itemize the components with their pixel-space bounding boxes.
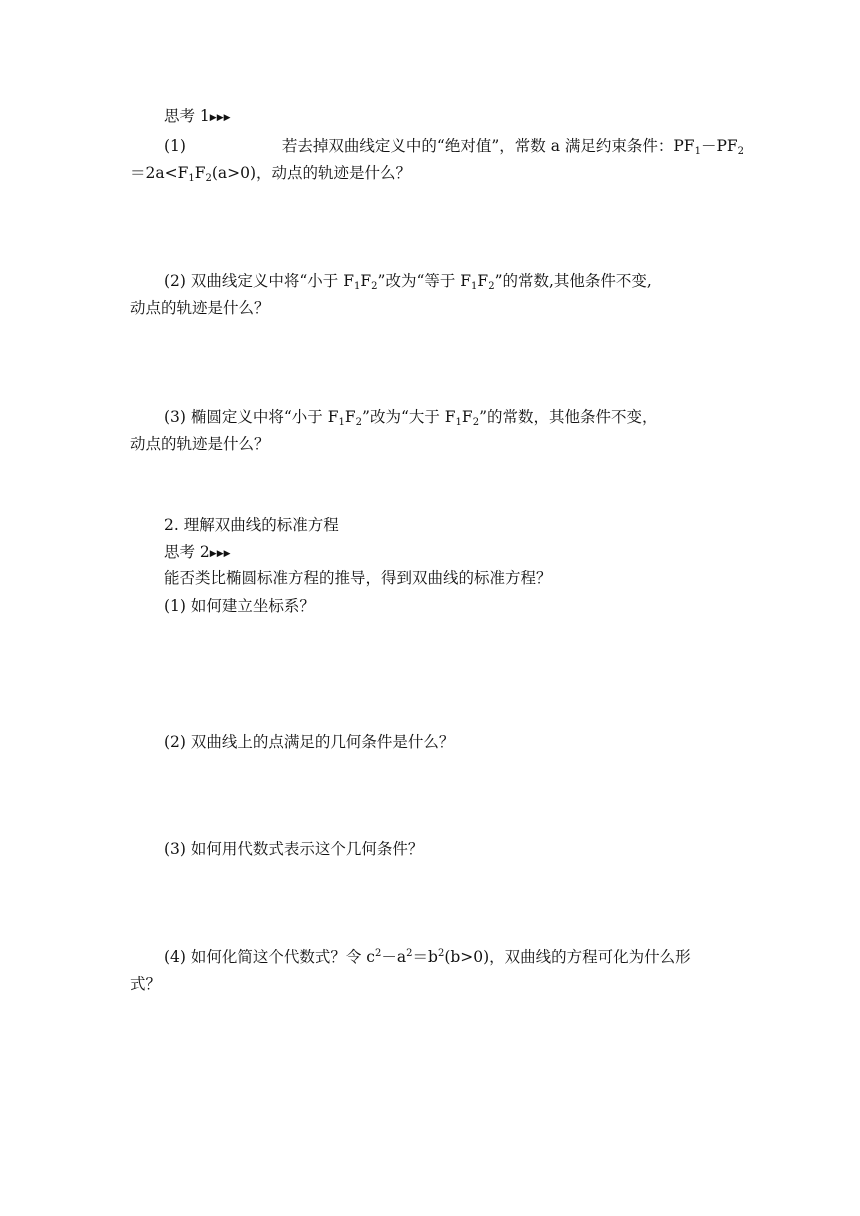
think1-q1-line2: $=2a<F_1F_2(a>0)$，动点的轨迹是什么？ [130,164,412,184]
think1-q2-line2: 动点的轨迹是什么？ [130,299,270,317]
think2-q3: (3) 如何用代数式表示这个几何条件？ [164,840,424,858]
think1-q3-line1: (3) 椭圆定义中将“小于 $F_1F_2$”改为“大于 $F_1F_2$”的常数，其他条件不变， [164,408,658,428]
think1-q3-line2: 动点的轨迹是什么？ [130,435,270,453]
q2-text: (2) 双曲线定义中将“小于 $F_1F_2$”改为“等于 $F_1F_2$”的常数,其他条件不变, [164,272,652,292]
think2-intro: 能否类比椭圆标准方程的推导，得到双曲线的标准方程？ [164,569,552,587]
think2-heading [164,542,744,564]
section2-title: 2. 理解双曲线的标准方程 [164,516,339,534]
triple-arrow-icon: ▶▶▶ [209,549,231,559]
think2-q4-line1: (4) 如何化简这个代数式？令 $c^2-a^2=b^2(b>0)$，双曲线的方程可化为什么形 [164,948,691,966]
triple-arrow-icon: ▶▶▶ [209,113,231,123]
think1-heading-text: 思考 1 [164,107,210,125]
q1-number: (1) [164,137,186,155]
think1-q2-line1 [164,271,744,291]
think1-q1-line1 [164,136,744,156]
think1-heading [164,106,744,128]
think2-q2: (2) 双曲线上的点满足的几何条件是什么？ [164,733,455,751]
think2-heading-text: 思考 2 [164,543,210,561]
think2-q1: (1) 如何建立坐标系？ [164,597,315,615]
q1-text: 若去掉双曲线定义中的“绝对值”，常数 a 满足约束条件：$PF_1-PF_2$ [281,137,744,157]
think2-q4-line2: 式？ [130,975,162,993]
